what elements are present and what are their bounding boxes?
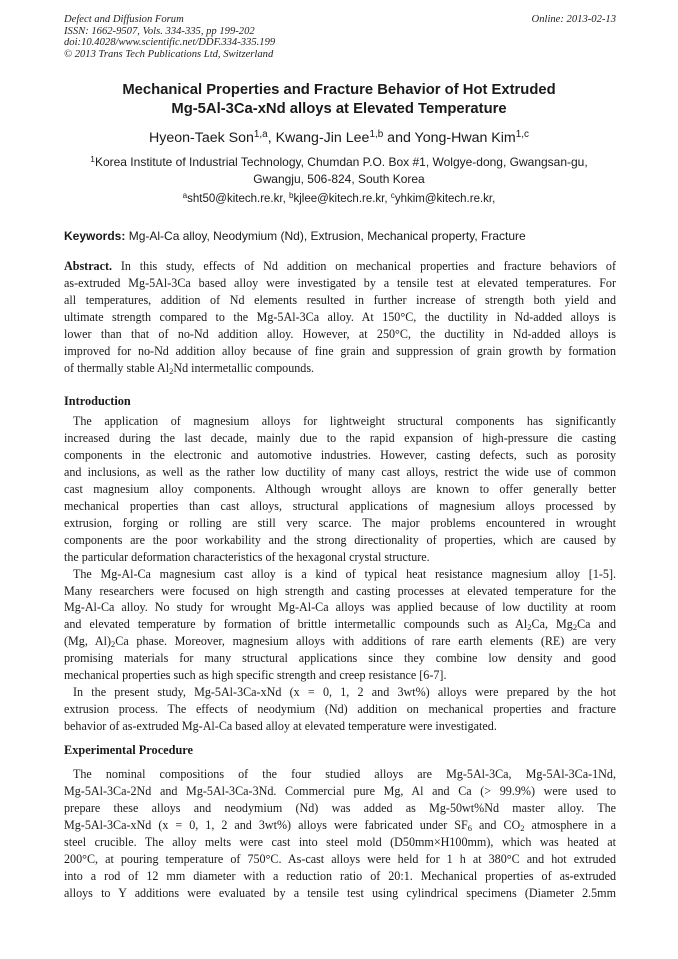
- exp-line: [64, 817, 616, 834]
- abstract: [64, 258, 616, 377]
- exp-text: Mg-5Al-3Ca-xNd (x = 0, 1, 2 and 3wt%) alloys were fabricated under SF: [64, 817, 468, 832]
- exp-text: and CO: [472, 817, 521, 832]
- section-heading-experimental: Experimental Procedure: [64, 743, 193, 757]
- email-c-mark: c: [390, 190, 395, 200]
- email-a[interactable]: sht50@kitech.re.kr,: [187, 193, 289, 205]
- abstract-line: [64, 360, 616, 377]
- email-list: [40, 190, 638, 205]
- email-a-mark: a: [182, 190, 188, 200]
- author-3: and Yong-Hwan Kim: [383, 130, 516, 146]
- abstract-line: In this study, effects of Nd addition on mechanical properties and fracture behaviors of: [112, 259, 616, 273]
- doi-link[interactable]: doi:10.4028/www.scientific.net/DDF.334-335.199: [64, 37, 276, 49]
- exp-line: Mg-5Al-3Ca-2Nd and Mg-5Al-3Ca-3Nd. Commercial pure Mg, Al and Ca (> 99.9%) were used to: [64, 783, 616, 798]
- intro-line: Many researchers were focused on high strength and casting processes at elevated temperature for the: [64, 583, 616, 598]
- subscript: 2: [520, 822, 525, 833]
- journal-name: Defect and Diffusion Forum: [64, 14, 184, 25]
- issn-line: ISSN: 1662-9507, Vols. 334-335, pp 199-202: [64, 25, 255, 37]
- intro-line: extrusion process. The effects of neodymium (Nd) addition on mechanical properties and fracture: [64, 702, 616, 717]
- intro-text: Ca, Mg: [531, 617, 573, 632]
- abstract-line: improved for no-Nd addition alloy because of fine grain and suppression of grain growth by formation: [64, 343, 616, 358]
- author-1: Hyeon-Taek Son: [149, 130, 254, 146]
- abstract-line: all temperatures, addition of Nd elements resulted in further increase of strength both yield and: [64, 292, 616, 307]
- journal-header: [64, 14, 275, 60]
- subscript: 2: [111, 639, 116, 650]
- email-c[interactable]: yhkim@kitech.re.kr,: [394, 193, 496, 205]
- intro-line: components are the poor workability and the strong directionality of properties, which are caused by: [64, 532, 616, 547]
- intro-line: In the present study, Mg-5Al-3Ca-xNd (x = 0, 1, 2 and 3wt%) alloys were prepared by the hot: [73, 685, 616, 700]
- author-1-affil: 1,a: [253, 129, 268, 141]
- title-line-2: Mg-5Al-3Ca-xNd alloys at Elevated Temperature: [171, 101, 507, 117]
- section-heading-introduction: Introduction: [64, 394, 131, 408]
- affiliation-number: 1: [90, 153, 95, 164]
- keywords-label: Keywords:: [64, 229, 126, 243]
- exp-line: 200°C, at pouring temperature of 750°C. As-cast alloys were held for 1 h at 380°C and hot extruded: [64, 851, 616, 866]
- keywords-text: Mg-Al-Ca alloy, Neodymium (Nd), Extrusion, Mechanical property, Fracture: [125, 229, 526, 243]
- abstract-text: of thermally stable Al: [64, 360, 170, 375]
- subscript: 6: [467, 822, 472, 833]
- intro-line: increased during the last decade, mainly due to the rapid expansion of high-pressure die casting: [64, 430, 616, 445]
- abstract-label: Abstract.: [64, 259, 113, 273]
- affiliation-line-2: Gwangju, 506-824, South Korea: [253, 171, 425, 186]
- subscript: 2: [527, 622, 532, 633]
- affiliation-line-1: Korea Institute of Industrial Technology, Chumdan P.O. Box #1, Wolgye-dong, Gwangsan-gu,: [94, 155, 588, 169]
- intro-text: Ca and: [577, 617, 617, 632]
- author-list: [40, 128, 638, 148]
- intro-line: The application of magnesium alloys for lightweight structural components has significantly: [73, 414, 616, 428]
- subscript: 2: [169, 365, 174, 376]
- introduction-body: [64, 413, 616, 735]
- intro-line: [64, 616, 616, 633]
- abstract-line: as-extruded Mg-5Al-3Ca based alloy were investigated by a tensile test at elevated temperatures. For: [64, 275, 616, 290]
- author-3-affil: 1,c: [515, 129, 529, 141]
- intro-text: and elevated temperature by formation of brittle intermetallic compounds such as Al: [64, 617, 528, 632]
- keywords: [64, 229, 618, 243]
- author-2: , Kwang-Jin Lee: [267, 130, 370, 146]
- exp-line: steel crucible. The alloy melts were cast into steel mold (D50mm×H100mm), which was heated at: [64, 834, 616, 849]
- experimental-body: [64, 766, 616, 902]
- abstract-text: Nd intermetallic compounds.: [173, 360, 315, 375]
- intro-line: promising materials for many structural applications since they combine low density and good: [64, 651, 616, 666]
- intro-line: components in the electronic and automotive industries. However, casting defects, such as porosity: [64, 447, 616, 462]
- online-date: Online: 2013-02-13: [531, 14, 616, 25]
- intro-line: the particular deformation characteristics of the hexagonal crystal structure.: [64, 549, 430, 564]
- title-line-1: Mechanical Properties and Fracture Behavior of Hot Extruded: [122, 82, 556, 98]
- exp-text: atmosphere in a: [524, 817, 616, 832]
- intro-line: The Mg-Al-Ca magnesium cast alloy is a kind of typical heat resistance magnesium alloy [1-5].: [73, 566, 616, 581]
- copyright-line: © 2013 Trans Tech Publications Ltd, Switzerland: [64, 48, 274, 60]
- intro-text: Ca phase. Moreover, magnesium alloys with additions of rare earth elements (RE) are very: [115, 634, 617, 649]
- exp-line: The nominal compositions of the four studied alloys are Mg-5Al-3Ca, Mg-5Al-3Ca-1Nd,: [73, 767, 616, 781]
- intro-line: and inclusions, as well as the rather low ductility of many cast alloys, restrict the wide use of common: [64, 464, 616, 479]
- abstract-line: ultimate strength compared to the Mg-5Al-3Ca alloy. At 150°C, the ductility in Nd-added alloys is: [64, 309, 616, 324]
- affiliation: [62, 154, 616, 187]
- intro-line: [64, 633, 616, 650]
- intro-line: cast magnesium alloy components. Although wrought alloys are known to offer generally better: [64, 481, 616, 496]
- intro-line: mechanical properties than cast alloys, structural applications of magnesium alloys processed by: [64, 498, 616, 513]
- author-2-affil: 1,b: [369, 129, 384, 141]
- abstract-line: lower than that of no-Nd addition alloy. However, at 250°C, the ductility in Nd-added alloys is: [64, 326, 616, 341]
- intro-line: behavior of as-extruded Mg-Al-Ca based alloy at elevated temperature were investigated.: [64, 719, 497, 734]
- intro-line: mechanical properties such as high specific strength and creep resistance [6-7].: [64, 668, 447, 683]
- exp-line: into a rod of 12 mm diameter with a reduction ratio of 20:1. Mechanical properties of as-extruded: [64, 868, 616, 883]
- intro-line: Mg-Al-Ca alloy. No study for wrought Mg-Al-Ca alloys was applied because of low ductility at room: [64, 600, 616, 615]
- exp-line: alloys to Y additions were evaluated by a tensile test using cylindrical specimens (Diameter 2.5mm: [64, 885, 616, 900]
- exp-line: prepare these alloys and neodymium (Nd) was added as Mg-50wt%Nd master alloy. The: [64, 800, 616, 815]
- intro-text: (Mg, Al): [64, 634, 112, 649]
- intro-line: extrusion, forging or rolling are still very scarce. The major problems encountered in wrought: [64, 515, 616, 530]
- paper-title: [40, 81, 638, 119]
- email-b[interactable]: kjlee@kitech.re.kr,: [293, 193, 391, 205]
- email-b-mark: b: [288, 190, 294, 200]
- subscript: 2: [572, 622, 578, 633]
